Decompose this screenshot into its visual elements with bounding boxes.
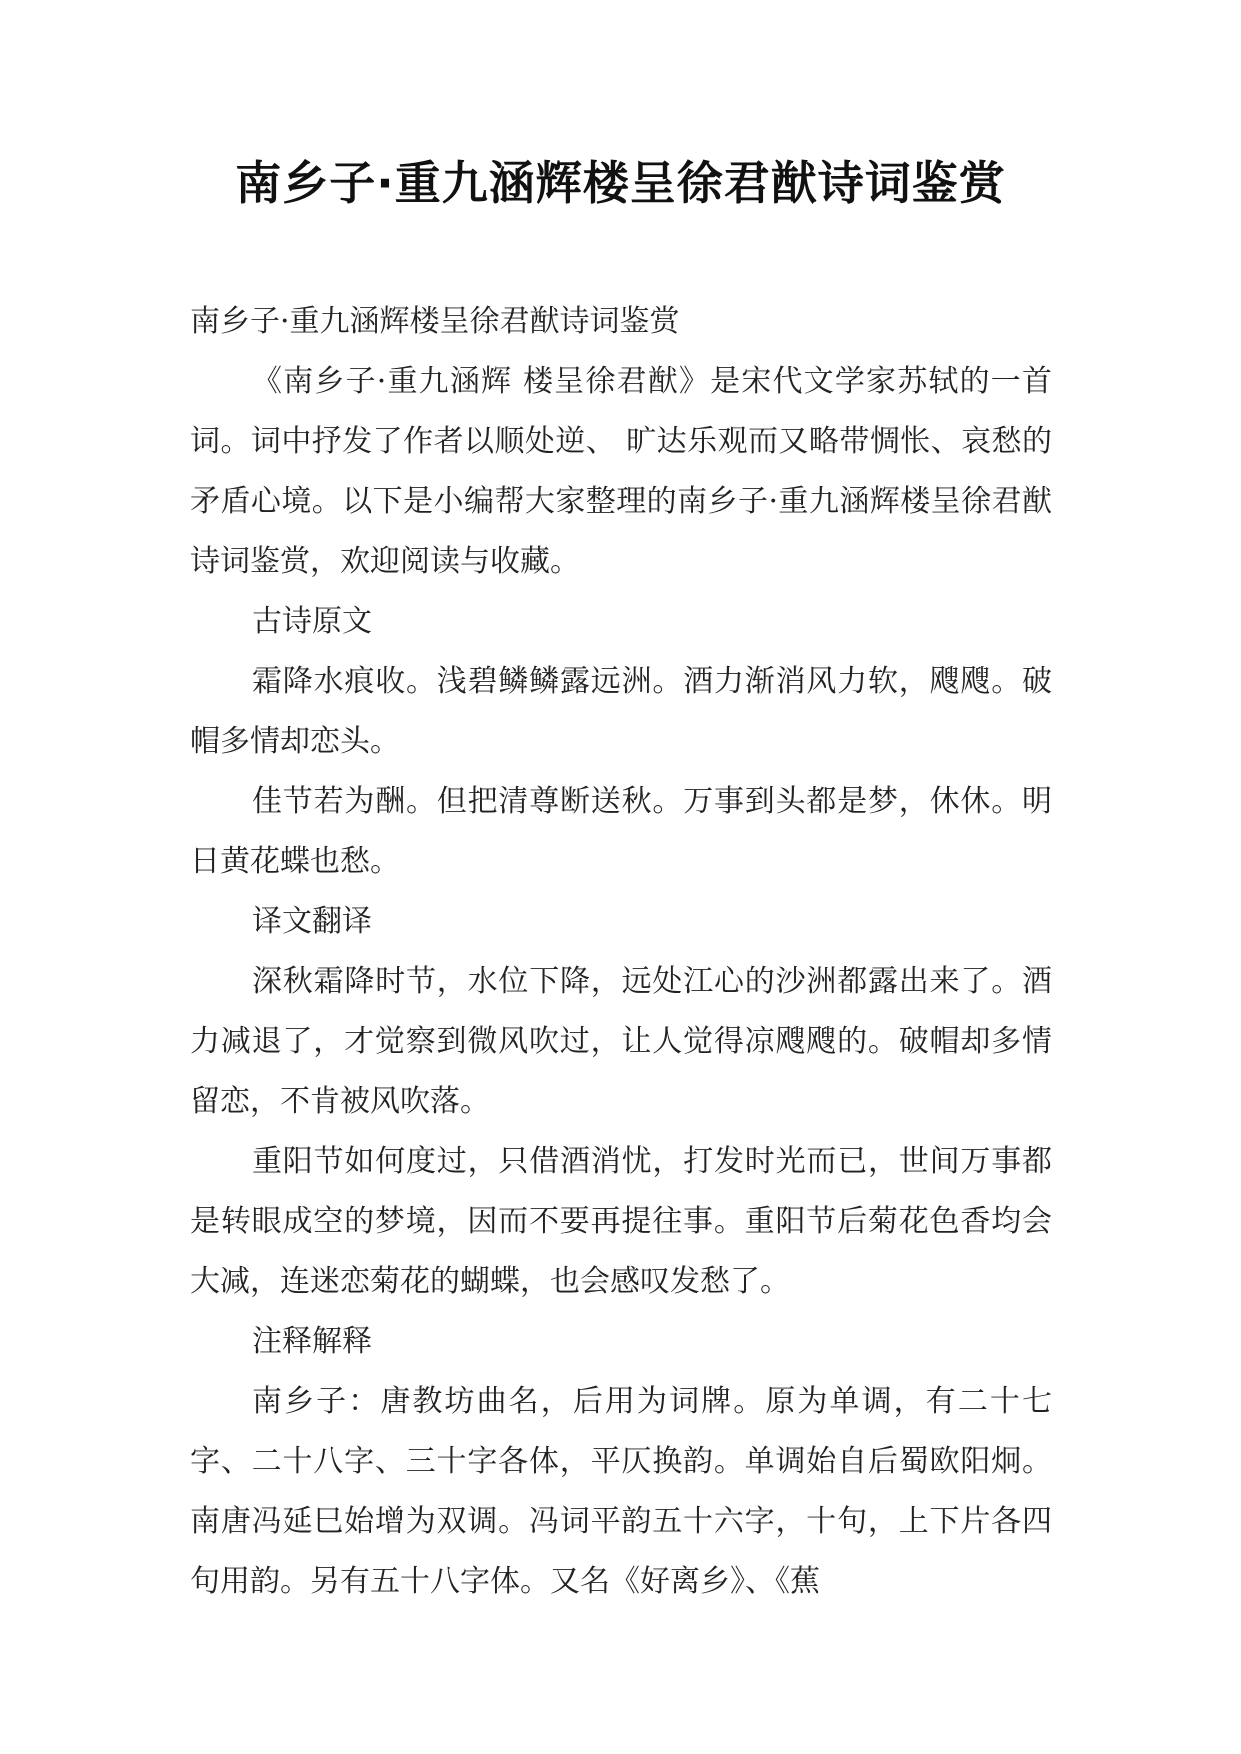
paragraph-heading: 南乡子·重九涵辉楼呈徐君猷诗词鉴赏 <box>190 304 680 339</box>
paragraph-intro: 《南乡子·重九涵辉 楼呈徐君猷》是宋代文学家苏轼的一首词。词中抒发了作者以顺处逆、 旷达乐观而又略带惆怅、哀愁的矛盾心境。以下是小编帮大家整理的南乡子·重九涵辉楼呈徐君猷诗词鉴赏，欢迎阅读与收藏。 <box>190 364 1052 579</box>
section-heading-original-text: 古诗原文 <box>252 604 372 639</box>
document-body <box>190 292 1052 1612</box>
poem-stanza-1: 霜降水痕收。浅碧鳞鳞露远洲。酒力渐消风力软，飕飕。破帽多情却恋头。 <box>190 664 1052 759</box>
notes-paragraph-1: 南乡子：唐教坊曲名，后用为词牌。原为单调，有二十七字、二十八字、三十字各体，平仄换韵。单调始自后蜀欧阳炯。南唐冯延巳始增为双调。冯词平韵五十六字，十句，上下片各四句用韵。另有五十八字体。又名《好离乡》、《蕉 <box>190 1384 1052 1599</box>
translation-paragraph-2: 重阳节如何度过，只借酒消忧，打发时光而已，世间万事都是转眼成空的梦境，因而不要再提往事。重阳节后菊花色香均会大减，连迷恋菊花的蝴蝶，也会感叹发愁了。 <box>190 1144 1052 1299</box>
section-heading-notes: 注释解释 <box>252 1324 372 1359</box>
document-title: 南乡子·重九涵辉楼呈徐君猷诗词鉴赏 <box>235 156 1006 210</box>
translation-paragraph-1: 深秋霜降时节，水位下降，远处江心的沙洲都露出来了。酒力减退了，才觉察到微风吹过，让人觉得凉飕飕的。破帽却多情留恋，不肯被风吹落。 <box>190 964 1052 1119</box>
poem-stanza-2: 佳节若为酬。但把清尊断送秋。万事到头都是梦，休休。明日黄花蝶也愁。 <box>190 784 1052 879</box>
section-heading-translation: 译文翻译 <box>252 904 372 939</box>
